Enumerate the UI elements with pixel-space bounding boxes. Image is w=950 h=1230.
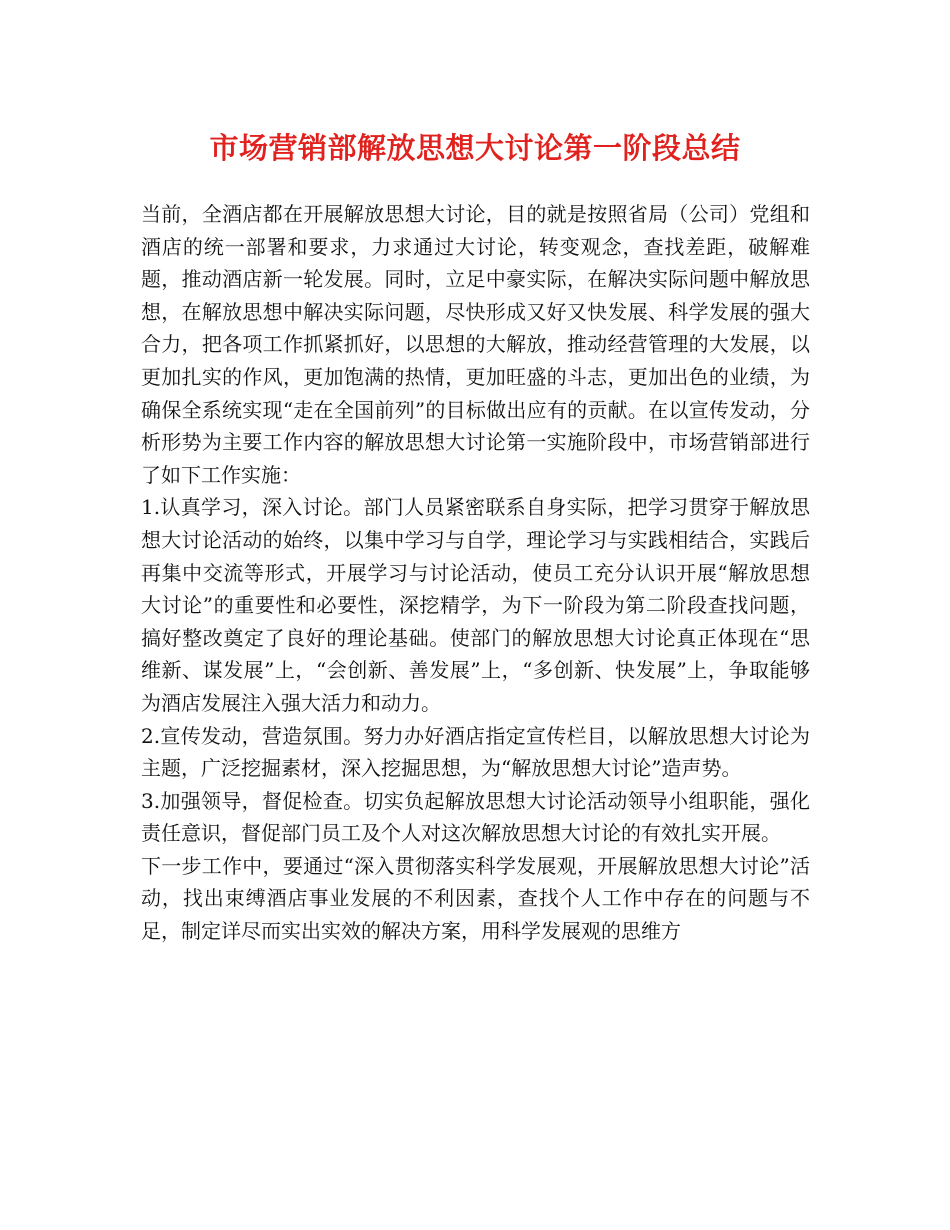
paragraph-item-3: 3.加强领导，督促检查。切实负起解放思想大讨论活动领导小组职能，强化责任意识，督促部门员工及个人对这次解放思想大讨论的有效扎实开展。	[141, 788, 810, 846]
document-title: 市场营销部解放思想大讨论第一阶段总结	[209, 131, 741, 165]
paragraph-next-steps: 下一步工作中，要通过“深入贯彻落实科学发展观，开展解放思想大讨论”活动，找出束缚酒店事业发展的不利因素，查找个人工作中存在的问题与不足，制定详尽而实出实效的解决方案，用科学发展观的思维方	[141, 853, 810, 944]
paragraph-intro: 当前，全酒店都在开展解放思想大讨论，目的就是按照省局（公司）党组和酒店的统一部署和要求，力求通过大讨论，转变观念，查找差距，破解难题，推动酒店新一轮发展。同时，立足中豪实际，在解决实际问题中解放思想，在解放思想中解决实际问题，尽快形成又好又快发展、科学发展的强大合力，把各项工作抓紧抓好，以思想的大解放，推动经营管理的大发展，以更加扎实的作风，更加饱满的热情，更加旺盛的斗志，更加出色的业绩，为确保全系统实现“走在全国前列”的目标做出应有的贡献。在以宣传发动，分析形势为主要工作内容的解放思想大讨论第一实施阶段中，市场营销部进行了如下工作实施：	[141, 202, 810, 487]
document-body	[141, 198, 810, 948]
paragraph-item-2: 2.宣传发动，营造氛围。努力办好酒店指定宣传栏目，以解放思想大讨论为主题，广泛挖掘素材，深入挖掘思想，为“解放思想大讨论”造声势。	[141, 723, 810, 781]
paragraph-item-1: 1.认真学习，深入讨论。部门人员紧密联系自身实际，把学习贯穿于解放思想大讨论活动的始终，以集中学习与自学，理论学习与实践相结合，实践后再集中交流等形式，开展学习与讨论活动，使员工充分认识开展“解放思想大讨论”的重要性和必要性，深挖精学，为下一阶段为第二阶段查找问题，搞好整改奠定了良好的理论基础。使部门的解放思想大讨论真正体现在“思维新、谋发展”上，“会创新、善发展”上，“多创新、快发展”上，争取能够为酒店发展注入强大活力和动力。	[141, 495, 810, 715]
